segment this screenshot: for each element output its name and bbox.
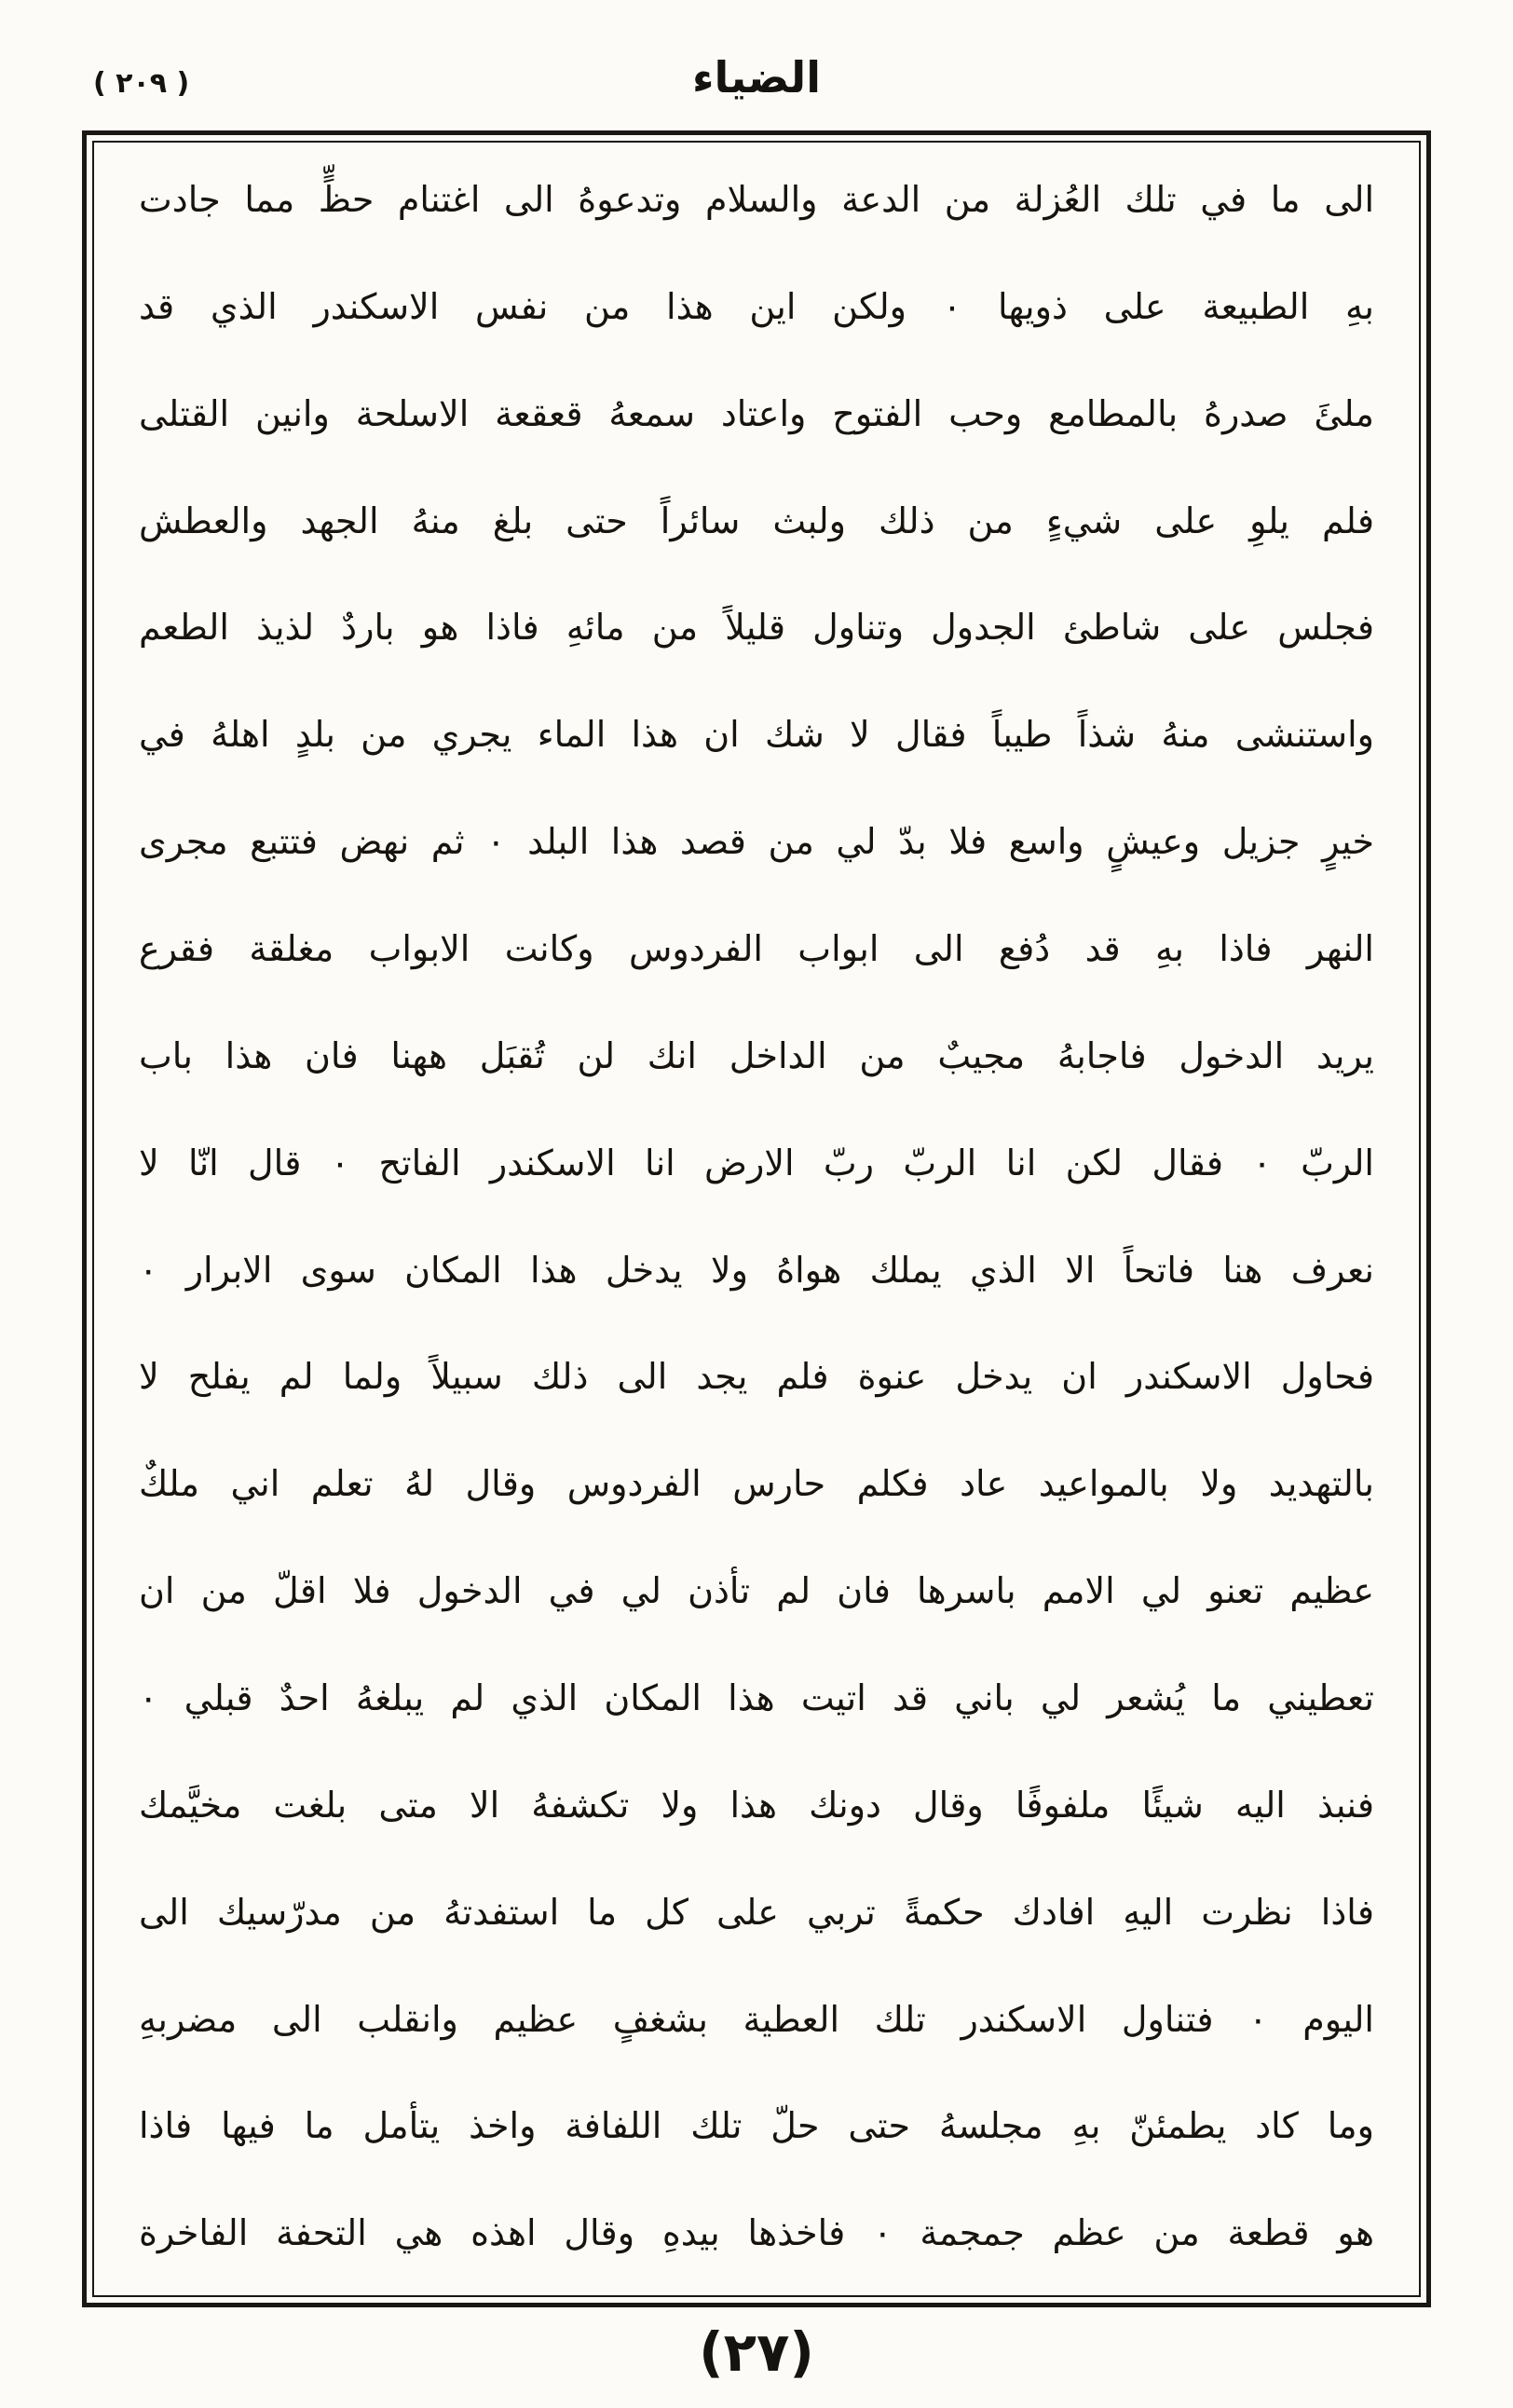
text-line: الربّ ٠ فقال لكن انا الربّ ربّ الارض انا الاسكندر الفاتح ٠ قال انّا لا bbox=[139, 1142, 1374, 1183]
text-line: فجلس على شاطئ الجدول وتناول قليلاً من مائهِ فاذا هو باردٌ لذيذ الطعم bbox=[139, 607, 1374, 649]
text-line: النهر فاذا بهِ قد دُفع الى ابواب الفردوس وكانت الابواب مغلقة فقرع bbox=[139, 928, 1374, 970]
text-body bbox=[139, 178, 1374, 2256]
page-footer bbox=[0, 2320, 1513, 2384]
page-number-top: ( ٢٠٩ ) bbox=[93, 67, 190, 100]
text-line: اليوم ٠ فتناول الاسكندر تلك العطية بشغفٍ عظيم وانقلب الى مضربهِ bbox=[139, 1998, 1374, 2040]
page-number-bottom: (٢٧) bbox=[699, 2320, 814, 2384]
text-frame-outer bbox=[82, 130, 1431, 2307]
text-frame-inner bbox=[92, 141, 1421, 2297]
text-line: فاذا نظرت اليهِ افادك حكمةً تربي على كل ما استفدتهُ من مدرّسيك الى bbox=[139, 1891, 1374, 1933]
text-line: نعرف هنا فاتحاً الا الذي يملك هواهُ ولا يدخل هذا المكان سوى الابرار ٠ bbox=[139, 1249, 1374, 1291]
text-line: هو قطعة من عظم جمجمة ٠ فاخذها بيدهِ وقال اهذه هي التحفة الفاخرة bbox=[139, 2212, 1375, 2254]
text-line: فلم يلوِ على شيءٍ من ذلك ولبث سائراً حتى بلغ منهُ الجهد والعطش bbox=[139, 499, 1374, 541]
text-line: بهِ الطبيعة على ذويها ٠ ولكن اين هذا من نفس الاسكندر الذي قد bbox=[139, 285, 1374, 327]
text-line: الى ما في تلك العُزلة من الدعة والسلام وتدعوهُ الى اغتنام حظٍّ مما جادت bbox=[139, 179, 1374, 220]
text-line: عظيم تعنو لي الامم باسرها فان لم تأذن لي في الدخول فلا اقلّ من ان bbox=[139, 1570, 1374, 1612]
text-line: خيرٍ جزيل وعيشٍ واسع فلا بدّ لي من قصد هذا البلد ٠ ثم نهض فتتبع مجرى bbox=[139, 821, 1374, 863]
text-line: وما كاد يطمئنّ بهِ مجلسهُ حتى حلّ تلك اللفافة واخذ يتأمل ما فيها فاذا bbox=[139, 2105, 1374, 2147]
text-line: واستنشى منهُ شذاً طيباً فقال لا شك ان هذا الماء يجري من بلدٍ اهلهُ في bbox=[139, 714, 1374, 756]
text-line: فنبذ اليه شيئًا ملفوفًا وقال دونك هذا ولا تكشفهُ الا متى بلغت مخيَّمك bbox=[139, 1784, 1374, 1826]
text-line: يريد الدخول فاجابهُ مجيبٌ من الداخل انك لن تُقبَل ههنا فان هذا باب bbox=[139, 1034, 1374, 1076]
publication-title: الضياء bbox=[692, 52, 821, 103]
text-line: ملئَ صدرهُ بالمطامع وحب الفتوح واعتاد سمعهُ قعقعة الاسلحة وانين القتلى bbox=[139, 392, 1374, 434]
text-line: فحاول الاسكندر ان يدخل عنوة فلم يجد الى ذلك سبيلاً ولما لم يفلح لا bbox=[139, 1356, 1374, 1398]
text-line: بالتهديد ولا بالمواعيد عاد فكلم حارس الفردوس وقال لهُ تعلم اني ملكٌ bbox=[139, 1463, 1374, 1505]
text-line: تعطيني ما يُشعر لي باني قد اتيت هذا المكان الذي لم يبلغهُ احدٌ قبلي ٠ bbox=[139, 1677, 1374, 1719]
page-header bbox=[0, 52, 1513, 117]
